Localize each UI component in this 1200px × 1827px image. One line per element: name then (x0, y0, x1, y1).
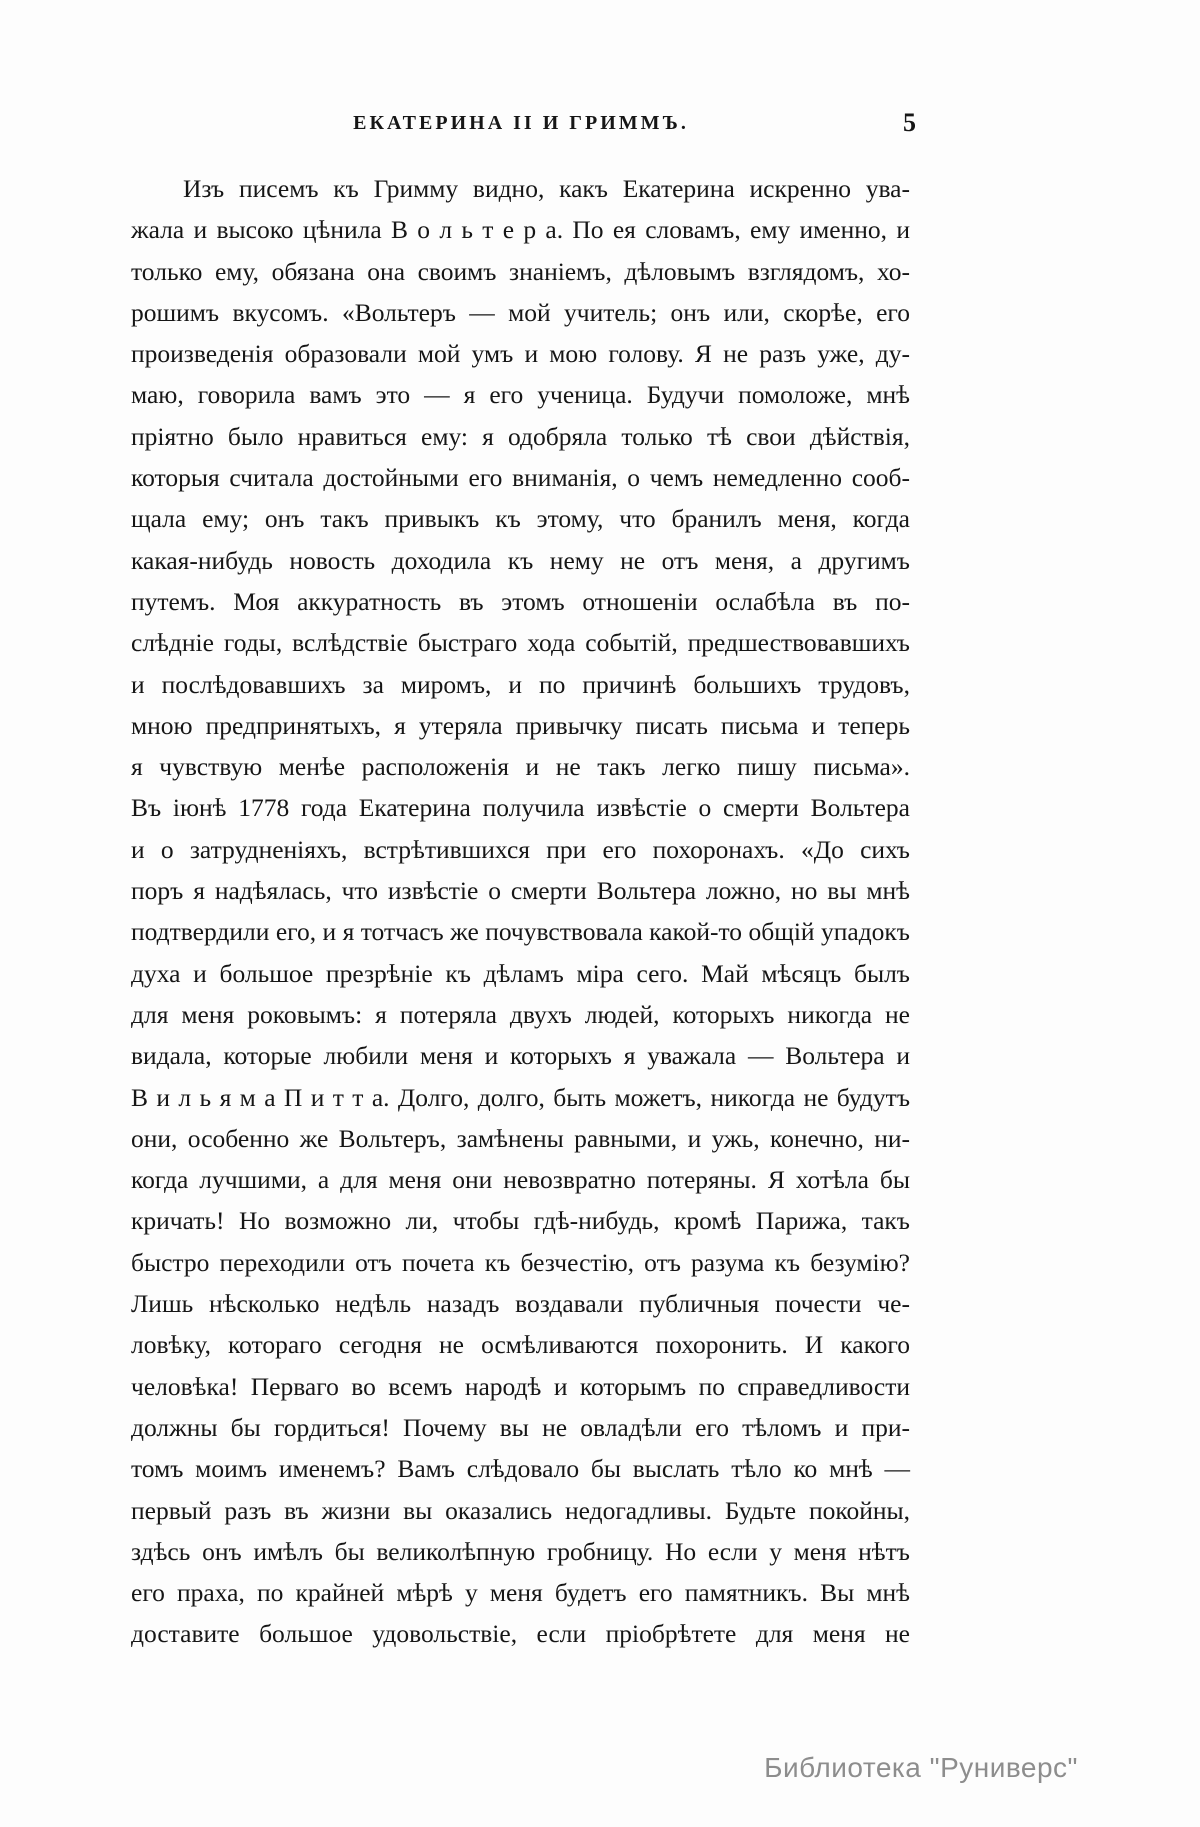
text-line: жала и высоко цѣнила В о л ь т е р а. По ея словамъ, ему именно, и (131, 215, 910, 245)
text-line: рошимъ вкусомъ. «Вольтеръ — мой учитель; онъ или, скорѣе, его (131, 297, 910, 327)
text-line: которыя считала достойными его вниманія, о чемъ немедленно сооб- (131, 463, 910, 493)
text-line: маю, говорила вамъ это — я его ученица. Будучи помоложе, мнѣ (131, 380, 910, 410)
text-line: Лишь нѣсколько недѣль назадъ воздавали публичныя почести че- (131, 1289, 910, 1319)
text-line: для меня роковымъ: я потеряла двухъ людей, которыхъ никогда не (131, 999, 910, 1029)
body-text (131, 168, 910, 1655)
text-line: они, особенно же Вольтеръ, замѣнены равными, и ужь, конечно, ни- (131, 1123, 910, 1153)
text-line: Въ іюнѣ 1778 года Екатерина получила извѣстіе о смерти Вольтера (131, 793, 910, 823)
text-line: только ему, обязана она своимъ знаніемъ, дѣловымъ взглядомъ, хо- (131, 256, 910, 286)
text-line: доставите большое удовольствіе, если пріобрѣтете для меня не (131, 1619, 910, 1649)
text-line: томъ моимъ именемъ? Вамъ слѣдовало бы выслать тѣло ко мнѣ — (131, 1454, 910, 1484)
running-head (132, 108, 916, 146)
text-line: духа и большое презрѣніе къ дѣламъ міра сего. Май мѣсяцъ былъ (131, 958, 910, 988)
page-header-title: ЕКАТЕРИНА II И ГРИММЪ. (353, 112, 689, 134)
text-line: Изъ писемъ къ Гримму видно, какъ Екатерина искренно ува- (183, 174, 910, 203)
text-line: и послѣдовавшихъ за миромъ, и по причинѣ большихъ трудовъ, (131, 669, 910, 699)
text-line: ловѣку, котораго сегодня не осмѣливаются похоронить. И какого (131, 1330, 910, 1360)
text-line: мною предпринятыхъ, я утеряла привычку писать письма и теперь (131, 710, 910, 740)
text-line: когда лучшими, а для меня они невозвратно потеряны. Я хотѣла бы (131, 1165, 910, 1195)
text-line: его праха, по крайней мѣрѣ у меня будетъ его памятникъ. Вы мнѣ (131, 1578, 910, 1608)
text-line: В и л ь я м а П и т т а. Долго, долго, быть можетъ, никогда не будутъ (131, 1082, 910, 1112)
text-line: пріятно было нравиться ему: я одобряла только тѣ свои дѣйствія, (131, 421, 910, 451)
text-line: кричать! Но возможно ли, чтобы гдѣ-нибудь, кромѣ Парижа, такъ (131, 1206, 910, 1236)
text-line: здѣсь онъ имѣлъ бы великолѣпную гробницу. Но если у меня нѣтъ (131, 1536, 910, 1566)
text-line: человѣка! Перваго во всемъ народѣ и которымъ по справедливости (131, 1371, 910, 1401)
text-line: быстро переходили отъ почета къ безчестію, отъ разума къ безумію? (131, 1247, 910, 1277)
text-line: я чувствую менѣе расположенія и не такъ легко пишу письма». (131, 752, 910, 782)
text-line: поръ я надѣялась, что извѣстіе о смерти Вольтера ложно, но вы мнѣ (131, 876, 910, 906)
text-line: видала, которые любили меня и которыхъ я уважала — Вольтера и (131, 1041, 910, 1071)
library-watermark: Библиотека "Руниверс" (764, 1752, 1078, 1783)
text-line: путемъ. Моя аккуратность въ этомъ отношеніи ослабѣла въ по- (131, 586, 910, 616)
text-line: произведенія образовали мой умъ и мою голову. Я не разъ уже, ду- (131, 339, 910, 369)
page-number: 5 (903, 108, 916, 137)
text-line: первый разъ въ жизни вы оказались недогадливы. Будьте покойны, (131, 1495, 910, 1525)
text-line: подтвердили его, и я тотчасъ же почувствовала какой-то общій упадокъ (131, 917, 910, 947)
text-line: слѣдніе годы, вслѣдствіе быстраго хода событій, предшествовавшихъ (131, 628, 910, 658)
text-line: щала ему; онъ такъ привыкъ къ этому, что бранилъ меня, когда (131, 504, 910, 534)
text-line: должны бы гордиться! Почему вы не овладѣли его тѣломъ и при- (131, 1412, 910, 1442)
text-line: и о затрудненіяхъ, встрѣтившихся при его похоронахъ. «До сихъ (131, 834, 910, 864)
text-line: какая-нибудь новость доходила къ нему не отъ меня, а другимъ (131, 545, 910, 575)
